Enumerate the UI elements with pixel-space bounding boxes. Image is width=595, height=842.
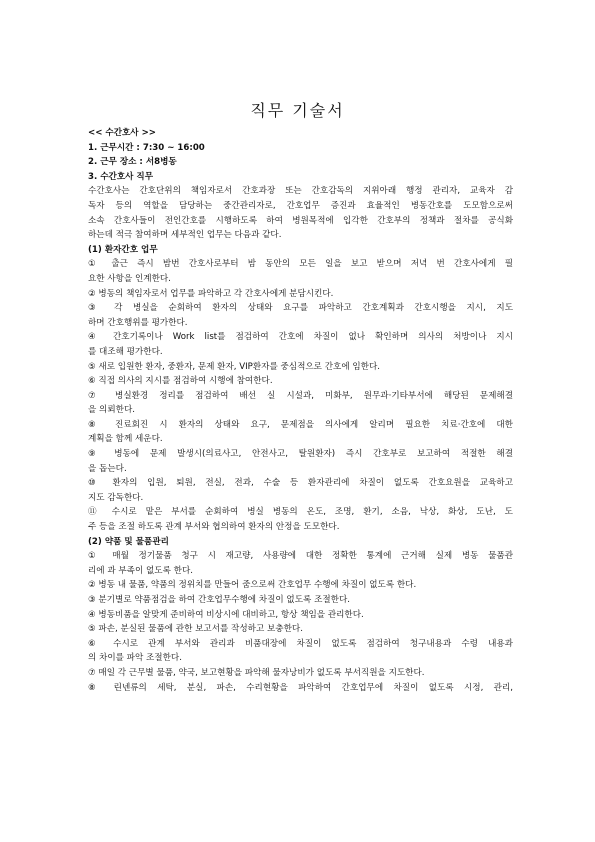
- list-item-line: ③ 분기별로 약품점검을 하여 간호업무수행에 차질이 없도록 조절한다.: [88, 595, 351, 605]
- document-title: 직무 기술서: [250, 101, 345, 120]
- list-item-line: ② 병동의 책임자로서 업무를 파악하고 각 간호사에게 분담시킨다.: [88, 288, 334, 299]
- list-item-line: ⑧ 린넨류의 세탁, 분실, 파손, 수리현황을 파악하여 간호업무에 차질이 없도록 시정, 관리,: [88, 682, 513, 693]
- list-item-line: ① 출근 즉시 밤번 간호사로부터 밤 동안의 모든 일을 보고 받으며 저녁 번 간호사에게 필: [88, 259, 513, 270]
- list-item-line: ⑤ 새로 입원한 환자, 중환자, 문제 환자, VIP환자를 중심적으로 간호에 임한다.: [88, 361, 380, 372]
- list-item-line: ⑧ 진료회진 시 환자의 상태와 요구, 문제점을 의사에게 알리며 필요한 치료·간호에 대한: [88, 419, 513, 430]
- list-item-line: 을 돕는다.: [88, 463, 127, 474]
- list-item-line: ⑪ 수시로 맡은 부서를 순회하여 병실 병동의 온도, 조명, 환기, 소음, 낙상, 화상, 도난, 도: [88, 507, 513, 518]
- role-heading: << 수간호사 >>: [88, 128, 156, 138]
- list-item-line: 요한 사항을 인계한다.: [88, 273, 171, 284]
- work-place: 2. 근무 장소 : 서8병동: [88, 157, 177, 168]
- list-item-line: ④ 병동비품을 알맞게 준비하여 비상시에 대비하고, 항상 책임을 관리한다.: [88, 609, 364, 620]
- list-item-line: 주 등을 조절 하도록 관계 부서와 협의하여 환자의 안정을 도모한다.: [88, 522, 340, 533]
- list-item-line: ⑦ 병실환경 정리를 점검하여 배선 실 시설과, 미화부, 원무과·기타부서에 해당된 문제해결: [88, 390, 513, 401]
- list-item-line: ⑨ 병동에 문제 발생시(의료사고, 안전사고, 탈원환자) 즉시 간호부로 보고하여 적절한 해결: [88, 449, 513, 460]
- patient-care-list: [88, 257, 513, 534]
- list-item-line: 하며 간호행위를 평가한다.: [88, 317, 188, 328]
- list-item-line: ③ 각 병실을 순회하여 환자의 상태와 요구를 파악하고 간호계획과 간호시행을 지시, 지도: [88, 303, 513, 314]
- list-item-line: ⑥ 수시로 관계 부서와 관리과 비품대장에 차질이 없도록 점검하여 청구내용과 수령 내용과: [88, 638, 513, 649]
- list-item-line: 리에 과 부족이 없도록 한다.: [88, 565, 193, 576]
- list-item-line: 을 의뢰한다.: [88, 405, 135, 416]
- list-item-line: ② 병동 내 물품, 약품의 정위치를 만들어 줌으로써 간호업무 수행에 차질이 없도록 한다.: [88, 580, 417, 591]
- duties-heading: 3. 수간호사 직무: [88, 171, 154, 182]
- supplies-list: [88, 549, 513, 695]
- section-heading-supplies: (2) 약품 및 물품관리: [88, 536, 169, 547]
- list-item-line: ⑤ 파손, 분실된 물품에 관한 보고서를 작성하고 보충한다.: [88, 624, 303, 635]
- list-item-line: 의 차이를 파악 조절한다.: [88, 653, 182, 664]
- work-hours: 1. 근무시간 : 7:30 ~ 16:00: [88, 142, 205, 153]
- list-item-line: ① 매월 정기물품 청구 시 재고량, 사용량에 대한 정확한 통계에 근거해 실제 병동 물품관: [88, 551, 513, 562]
- list-item-line: 계획을 함께 세운다.: [88, 434, 163, 445]
- list-item-line: ⑥ 직접 의사의 지시를 점검하여 시행에 참여한다.: [88, 376, 273, 387]
- intro-line: 하는데 적극 참여하며 세부적인 업무는 다음과 같다.: [88, 230, 282, 241]
- list-item-line: 지도 감독한다.: [88, 492, 144, 503]
- intro-line: 독자 등의 역할을 담당하는 중간관리자로, 간호업무 증진과 효율적인 병동간호를 도모함으로써: [88, 200, 513, 211]
- section-heading-patient-care: (1) 환자간호 업무: [88, 244, 158, 255]
- list-item-line: ⑩ 환자의 입원, 퇴원, 전실, 전과, 수술 등 환자관리에 차질이 없도록 간호요원을 교육하고: [88, 478, 513, 489]
- list-item-line: ④ 간호기록이나 Work list를 점검하여 간호에 차질이 없나 확인하며 의사의 처방이나 지시: [88, 332, 513, 343]
- list-item-line: ⑦ 매일 각 근무별 물품, 약국, 보고현황을 파악해 물자낭비가 없도록 부서직원을 지도한다.: [88, 667, 425, 678]
- intro-line: 수간호사는 간호단위의 책임자로서 간호과장 또는 간호감독의 지위아래 행정 관리자, 교육자 감: [88, 186, 513, 197]
- document-body: [88, 126, 513, 695]
- intro-line: 소속 간호사들이 전인간호를 시행하도록 하여 병원목적에 입각한 간호부의 정책과 절차를 공식화: [88, 215, 513, 226]
- list-item-line: 를 대조해 평가한다.: [88, 346, 163, 357]
